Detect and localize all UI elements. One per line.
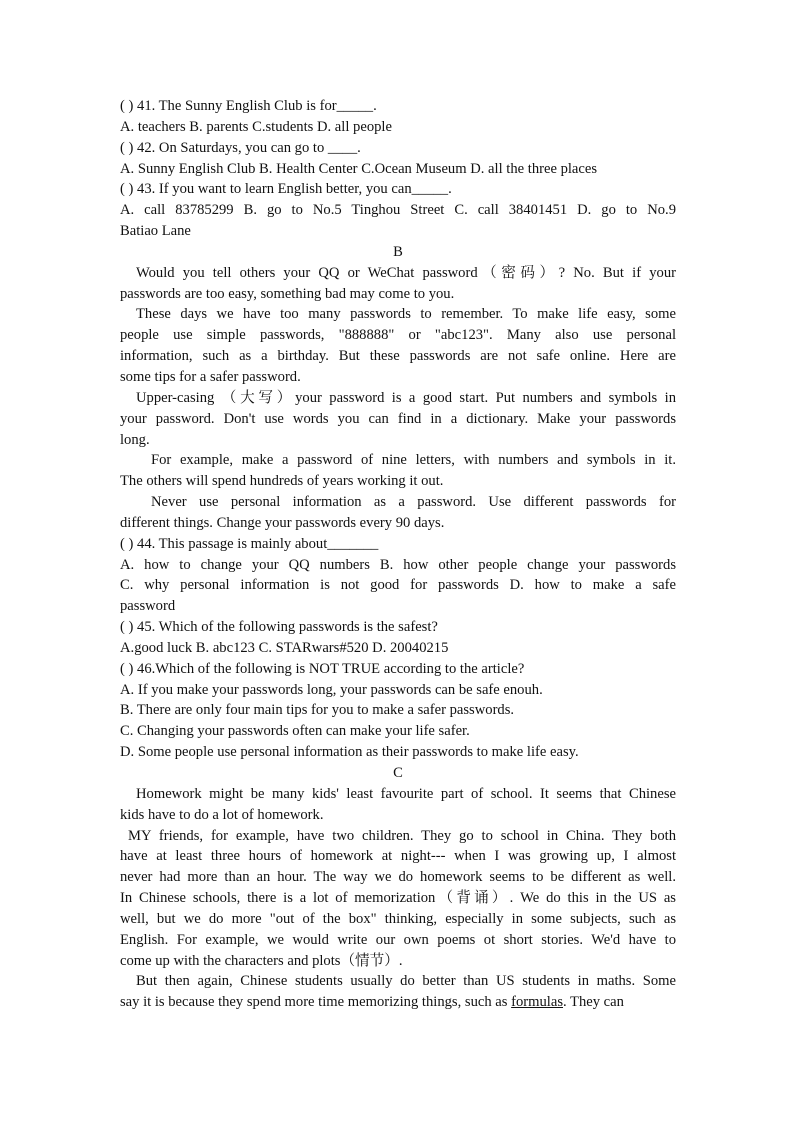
options-44-line: password xyxy=(120,598,176,615)
passage-b-line: people use simple passwords, "888888" or "abc123". Many also use personal xyxy=(120,327,676,344)
passage-b-line: long. xyxy=(120,431,150,448)
passage-c-last-line-end: . They can xyxy=(563,994,624,1011)
passage-c-line: But then again, Chinese students usually do better than US students in maths. Some xyxy=(136,973,676,990)
passage-b-line: Would you tell others your QQ or WeChat password（密码）? No. But if your xyxy=(136,264,676,281)
option-46-a: A. If you make your passwords long, your passwords can be safe enouh. xyxy=(120,681,543,698)
underlined-word-formulas: formulas xyxy=(511,994,564,1011)
passage-b-line: For example, make a password of nine letters, with numbers and symbols in it. xyxy=(151,452,676,469)
question-43: ( ) 43. If you want to learn English better, you can_____. xyxy=(120,181,452,198)
question-44: ( ) 44. This passage is mainly about_______ xyxy=(120,535,379,552)
options-44-line: C. why personal information is not good for passwords D. how to make a safe xyxy=(120,577,676,594)
options-43-line-2: Batiao Lane xyxy=(120,223,191,240)
passage-b-line: different things. Change your passwords every 90 days. xyxy=(120,514,445,531)
passage-c-line: have at least three hours of homework at night--- when I was growing up, I almost xyxy=(120,848,676,865)
passage-c-line: Homework might be many kids' least favourite part of school. It seems that Chinese xyxy=(136,785,676,802)
passage-b-line: passwords are too easy, something bad may come to you. xyxy=(120,285,455,302)
passage-b-line: your password. Don't use words you can find in a dictionary. Make your passwords xyxy=(120,410,676,427)
options-45: A.good luck B. abc123 C. STARwars#520 D. 20040215 xyxy=(120,639,449,656)
option-46-b: B. There are only four main tips for you to make a safer passwords. xyxy=(120,702,515,719)
passage-c-line: MY friends, for example, have two children. They go to school in China. They both xyxy=(128,827,676,844)
passage-c-line: well, but we do more "out of the box" thinking, especially in some subjects, such as xyxy=(120,910,676,927)
passage-c-line: In Chinese schools, there is a lot of memorization（背诵）. We do this in the US as xyxy=(120,890,676,907)
options-42: A. Sunny English Club B. Health Center C.Ocean Museum D. all the three places xyxy=(120,160,598,177)
passage-c-line: never had more than an hour. The way we do homework seems to be different as well. xyxy=(120,869,676,886)
passage-c-last-line-start: say it is because they spend more time memorizing things, such as xyxy=(120,994,512,1011)
section-b-heading: B xyxy=(393,243,403,260)
options-41: A. teachers B. parents C.students D. all people xyxy=(120,118,392,135)
options-43-line-1: A. call 83785299 B. go to No.5 Tinghou Street C. call 38401451 D. go to No.9 xyxy=(120,202,676,219)
option-46-d: D. Some people use personal information as their passwords to make life easy. xyxy=(120,744,579,761)
options-44-line: A. how to change your QQ numbers B. how other people change your passwords xyxy=(120,556,676,573)
passage-b-line: Never use personal information as a password. Use different passwords for xyxy=(151,494,676,511)
passage-b-line: These days we have too many passwords to remember. To make life easy, some xyxy=(136,306,676,323)
passage-c-line: English. For example, we would write our own poems ot short stories. We'd have to xyxy=(120,931,676,948)
passage-b-line: information, such as a birthday. But these passwords are not safe online. Here are xyxy=(120,348,676,365)
passage-b-line: Upper-casing （大写）your password is a good start. Put numbers and symbols in xyxy=(136,389,676,406)
question-46: ( ) 46.Which of the following is NOT TRUE according to the article? xyxy=(120,660,525,677)
section-c-heading: C xyxy=(393,765,403,781)
passage-c-line: kids have to do a lot of homework. xyxy=(120,806,324,823)
passage-c-last-line xyxy=(120,992,676,1013)
passage-b-line: some tips for a safer password. xyxy=(120,368,301,385)
passage-b-line: The others will spend hundreds of years working it out. xyxy=(120,473,444,490)
passage-c-line: come up with the characters and plots（情节）. xyxy=(120,952,403,969)
document-page xyxy=(120,96,676,1013)
question-41: ( ) 41. The Sunny English Club is for_____. xyxy=(120,98,377,114)
question-42: ( ) 42. On Saturdays, you can go to ____. xyxy=(120,139,361,156)
question-45: ( ) 45. Which of the following passwords is the safest? xyxy=(120,619,438,636)
option-46-c: C. Changing your passwords often can make your life safer. xyxy=(120,723,470,740)
